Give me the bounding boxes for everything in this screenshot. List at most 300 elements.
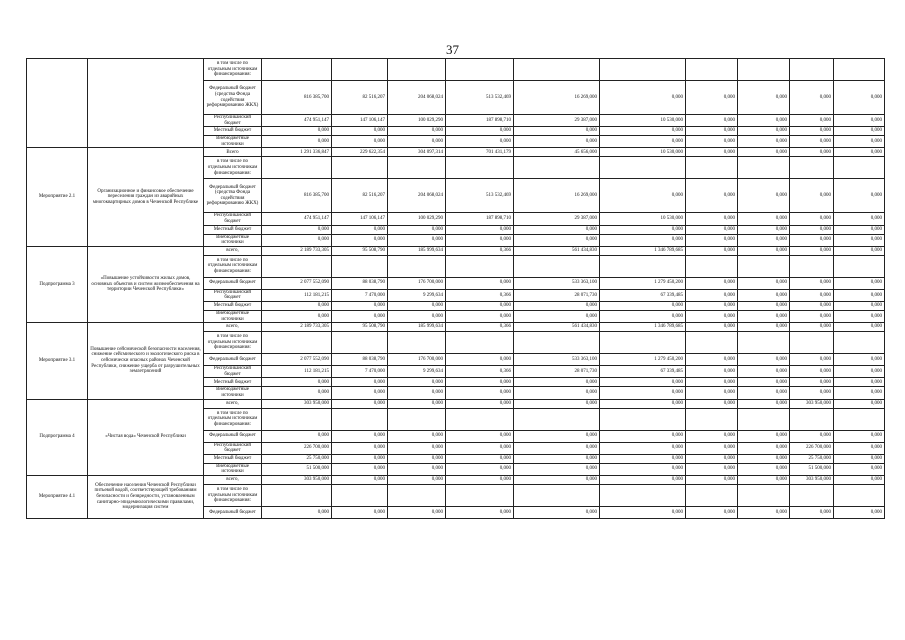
value-cell: 28 071,730 xyxy=(514,366,600,378)
value-cell: 0,000 xyxy=(790,354,834,366)
value-cell xyxy=(686,484,738,506)
value-cell xyxy=(686,255,738,277)
value-cell: 25 750,000 xyxy=(790,454,834,463)
value-cell: 0,000 xyxy=(600,179,686,213)
value-cell: 0,000 xyxy=(686,115,738,127)
value-cell xyxy=(790,408,834,430)
value-cell: 0,000 xyxy=(834,366,885,378)
value-cell xyxy=(514,332,600,354)
value-cell: 1 346 789,685 xyxy=(600,246,686,255)
value-cell: 0,000 xyxy=(446,310,514,322)
value-cell: 10 530,000 xyxy=(600,148,686,157)
funding-source: Федеральный бюджет xyxy=(204,506,262,518)
value-cell: 0,000 xyxy=(834,136,885,148)
value-cell xyxy=(262,59,332,81)
value-cell: 0,000 xyxy=(514,454,600,463)
funding-source: в том числе по отдельным источникам финансирования: xyxy=(204,408,262,430)
value-cell: 0,000 xyxy=(686,136,738,148)
value-cell xyxy=(600,484,686,506)
page-number: 37 xyxy=(446,42,459,57)
value-cell: 0,000 xyxy=(262,506,332,518)
funding-source: всего, xyxy=(204,323,262,332)
value-cell: 0,000 xyxy=(790,310,834,322)
value-cell: 229 622,354 xyxy=(332,148,388,157)
table-row xyxy=(27,246,885,255)
funding-source: в том числе по отдельным источникам финансирования: xyxy=(204,484,262,506)
value-cell: 10 530,000 xyxy=(600,115,686,127)
value-cell: 28 071,730 xyxy=(514,289,600,301)
funding-source: Внебюджетные источники xyxy=(204,387,262,399)
value-cell xyxy=(600,332,686,354)
table-row xyxy=(27,148,885,157)
value-cell: 0,000 xyxy=(388,301,446,310)
value-cell: 7 470,000 xyxy=(332,289,388,301)
value-cell: 0,000 xyxy=(388,463,446,475)
value-cell xyxy=(834,484,885,506)
value-cell: 16 269,000 xyxy=(514,81,600,115)
value-cell xyxy=(388,255,446,277)
value-cell: 112 181,215 xyxy=(262,289,332,301)
value-cell xyxy=(332,157,388,179)
value-cell: 0,000 xyxy=(738,179,790,213)
value-cell: 0,000 xyxy=(686,310,738,322)
group-description: Организационное и финансовое обеспечение переселения граждан из аварийных многоквартирных домов в Чеченской Республике xyxy=(88,148,204,246)
value-cell: 0,000 xyxy=(738,289,790,301)
value-cell xyxy=(262,408,332,430)
value-cell: 0,000 xyxy=(446,387,514,399)
value-cell: 0,000 xyxy=(332,310,388,322)
value-cell: 0,000 xyxy=(446,301,514,310)
value-cell: 0,000 xyxy=(388,310,446,322)
value-cell: 0,000 xyxy=(686,148,738,157)
value-cell: 0,000 xyxy=(834,387,885,399)
value-cell: 0,000 xyxy=(600,225,686,234)
value-cell: 185 999,634 xyxy=(388,323,446,332)
group-desc-cell xyxy=(88,59,204,148)
value-cell: 112 181,215 xyxy=(262,366,332,378)
group-label-cell xyxy=(27,59,88,148)
value-cell: 0,000 xyxy=(600,506,686,518)
value-cell xyxy=(262,332,332,354)
value-cell: 0,000 xyxy=(790,378,834,387)
value-cell: 0,000 xyxy=(262,378,332,387)
value-cell: 0,000 xyxy=(738,354,790,366)
value-cell: 204 068,024 xyxy=(388,179,446,213)
value-cell: 0,000 xyxy=(738,442,790,454)
value-cell: 0,000 xyxy=(332,136,388,148)
value-cell xyxy=(388,157,446,179)
value-cell: 0,000 xyxy=(514,127,600,136)
funding-source: Внебюджетные источники xyxy=(204,310,262,322)
value-cell: 533 363,100 xyxy=(514,354,600,366)
funding-source: Республиканский бюджет xyxy=(204,213,262,225)
table-row xyxy=(27,399,885,408)
funding-source: Местный бюджет xyxy=(204,454,262,463)
value-cell: 0,000 xyxy=(388,430,446,442)
value-cell: 0,000 xyxy=(790,115,834,127)
value-cell: 9 299,634 xyxy=(388,366,446,378)
value-cell xyxy=(446,59,514,81)
value-cell: 16 269,000 xyxy=(514,179,600,213)
value-cell: 0,000 xyxy=(686,399,738,408)
value-cell xyxy=(514,59,600,81)
group-description: Обеспечение населения Чеченской Республики питьевой водой, соответствующей требованиям безопасности и безвредности, установленным санитарно-эпидемиологическими правилами, модернизация систем xyxy=(88,475,204,518)
value-cell xyxy=(834,255,885,277)
value-cell: 0,000 xyxy=(388,475,446,484)
value-cell: 0,000 xyxy=(834,179,885,213)
value-cell: 816 385,700 xyxy=(262,179,332,213)
value-cell: 0,000 xyxy=(790,323,834,332)
value-cell: 0,000 xyxy=(738,463,790,475)
value-cell: 0,000 xyxy=(738,366,790,378)
value-cell: 0,000 xyxy=(738,246,790,255)
value-cell: 0,000 xyxy=(738,506,790,518)
group-description: «Повышение устойчивости жилых домов, основных объектов и систем жизнеобеспечения на территории Чеченской Республики» xyxy=(88,246,204,322)
value-cell: 0,000 xyxy=(686,354,738,366)
value-cell: 303 950,000 xyxy=(262,399,332,408)
funding-source: Всего xyxy=(204,148,262,157)
value-cell: 0,000 xyxy=(600,310,686,322)
value-cell: 0,000 xyxy=(790,246,834,255)
value-cell: 0,000 xyxy=(600,442,686,454)
value-cell xyxy=(446,157,514,179)
value-cell: 0,000 xyxy=(332,442,388,454)
value-cell: 0,000 xyxy=(834,378,885,387)
value-cell: 0,000 xyxy=(790,81,834,115)
value-cell: 0,000 xyxy=(514,442,600,454)
value-cell: 0,366 xyxy=(446,366,514,378)
value-cell xyxy=(600,157,686,179)
funding-source: Федеральный бюджет xyxy=(204,430,262,442)
value-cell xyxy=(514,255,600,277)
value-cell: 51 500,000 xyxy=(262,463,332,475)
funding-source: Республиканский бюджет xyxy=(204,115,262,127)
value-cell: 0,000 xyxy=(790,277,834,289)
value-cell: 0,000 xyxy=(834,506,885,518)
value-cell: 303 950,000 xyxy=(790,475,834,484)
value-cell: 0,000 xyxy=(262,310,332,322)
value-cell: 0,000 xyxy=(514,136,600,148)
value-cell: 561 434,830 xyxy=(514,323,600,332)
value-cell: 0,000 xyxy=(790,387,834,399)
value-cell xyxy=(514,157,600,179)
value-cell: 0,000 xyxy=(446,442,514,454)
value-cell: 0,000 xyxy=(388,442,446,454)
value-cell: 0,000 xyxy=(446,225,514,234)
value-cell xyxy=(446,408,514,430)
value-cell: 0,000 xyxy=(514,475,600,484)
value-cell: 0,000 xyxy=(388,378,446,387)
value-cell: 0,000 xyxy=(834,213,885,225)
table-row xyxy=(27,323,885,332)
value-cell: 0,000 xyxy=(262,127,332,136)
value-cell xyxy=(738,157,790,179)
value-cell: 67 339,485 xyxy=(600,366,686,378)
value-cell xyxy=(790,59,834,81)
value-cell: 0,000 xyxy=(790,289,834,301)
value-cell: 0,000 xyxy=(686,387,738,399)
value-cell: 88 038,790 xyxy=(332,354,388,366)
value-cell: 0,000 xyxy=(686,81,738,115)
value-cell xyxy=(686,408,738,430)
value-cell: 0,000 xyxy=(834,454,885,463)
value-cell: 0,000 xyxy=(738,454,790,463)
value-cell: 0,000 xyxy=(514,506,600,518)
group-label: Мероприятие 3.1 xyxy=(27,323,88,399)
value-cell xyxy=(738,255,790,277)
value-cell: 147 106,147 xyxy=(332,115,388,127)
value-cell: 226 700,000 xyxy=(790,442,834,454)
value-cell: 100 029,290 xyxy=(388,115,446,127)
value-cell: 0,000 xyxy=(332,234,388,246)
value-cell: 0,000 xyxy=(686,463,738,475)
value-cell: 0,000 xyxy=(388,454,446,463)
value-cell: 0,000 xyxy=(388,387,446,399)
table-row xyxy=(27,59,885,81)
value-cell: 0,000 xyxy=(600,387,686,399)
funding-source: Местный бюджет xyxy=(204,301,262,310)
value-cell xyxy=(332,59,388,81)
value-cell: 513 532,469 xyxy=(446,179,514,213)
value-cell xyxy=(790,484,834,506)
value-cell: 0,000 xyxy=(686,179,738,213)
funding-source: Республиканский бюджет xyxy=(204,366,262,378)
value-cell: 0,000 xyxy=(834,430,885,442)
group-description: Повышение сейсмической безопасности населения, снижение сейсмического и экологического риска в сейсмически опасных районах Чеченской Республики, снижение ущерба от разрушительных землетрясений xyxy=(88,323,204,399)
value-cell: 176 700,000 xyxy=(388,354,446,366)
value-cell xyxy=(790,332,834,354)
value-cell: 0,000 xyxy=(834,289,885,301)
value-cell: 0,000 xyxy=(600,378,686,387)
value-cell: 0,000 xyxy=(600,127,686,136)
value-cell: 0,000 xyxy=(686,289,738,301)
value-cell: 0,000 xyxy=(834,81,885,115)
value-cell xyxy=(332,255,388,277)
value-cell xyxy=(262,255,332,277)
value-cell: 561 434,830 xyxy=(514,246,600,255)
value-cell: 0,000 xyxy=(738,399,790,408)
value-cell: 0,000 xyxy=(738,475,790,484)
value-cell: 0,000 xyxy=(446,136,514,148)
group-description: «Чистая вода» Чеченской Республики xyxy=(88,399,204,475)
value-cell xyxy=(446,332,514,354)
value-cell: 29 387,000 xyxy=(514,213,600,225)
value-cell: 701 431,179 xyxy=(446,148,514,157)
value-cell: 0,000 xyxy=(738,387,790,399)
group-label: Подпрограмма 4 xyxy=(27,399,88,475)
value-cell: 304 097,314 xyxy=(388,148,446,157)
value-cell: 0,000 xyxy=(514,399,600,408)
value-cell: 0,000 xyxy=(686,323,738,332)
value-cell: 0,000 xyxy=(790,234,834,246)
value-cell: 25 750,000 xyxy=(262,454,332,463)
funding-source: Федеральный бюджет xyxy=(204,277,262,289)
value-cell: 0,000 xyxy=(514,225,600,234)
value-cell: 0,000 xyxy=(686,301,738,310)
value-cell: 0,000 xyxy=(686,454,738,463)
value-cell: 0,000 xyxy=(262,430,332,442)
value-cell: 0,000 xyxy=(686,506,738,518)
value-cell: 0,000 xyxy=(834,399,885,408)
value-cell: 0,000 xyxy=(388,506,446,518)
value-cell: 0,000 xyxy=(686,234,738,246)
value-cell: 533 363,100 xyxy=(514,277,600,289)
value-cell: 0,000 xyxy=(738,378,790,387)
value-cell: 45 656,000 xyxy=(514,148,600,157)
value-cell: 0,000 xyxy=(446,475,514,484)
value-cell: 0,000 xyxy=(834,277,885,289)
value-cell xyxy=(262,157,332,179)
value-cell: 187 898,710 xyxy=(446,115,514,127)
value-cell: 0,000 xyxy=(834,225,885,234)
value-cell: 2 189 733,305 xyxy=(262,246,332,255)
value-cell: 1 346 789,685 xyxy=(600,323,686,332)
value-cell: 816 385,700 xyxy=(262,81,332,115)
value-cell: 0,000 xyxy=(600,399,686,408)
value-cell: 0,000 xyxy=(446,277,514,289)
value-cell: 67 339,485 xyxy=(600,289,686,301)
value-cell: 0,366 xyxy=(446,246,514,255)
value-cell: 0,000 xyxy=(686,378,738,387)
value-cell: 0,000 xyxy=(332,301,388,310)
value-cell: 0,000 xyxy=(446,430,514,442)
value-cell: 0,000 xyxy=(262,234,332,246)
value-cell xyxy=(834,59,885,81)
value-cell: 0,000 xyxy=(514,234,600,246)
value-cell: 88 038,790 xyxy=(332,277,388,289)
value-cell: 0,000 xyxy=(738,81,790,115)
value-cell xyxy=(686,157,738,179)
value-cell: 0,000 xyxy=(514,301,600,310)
value-cell: 0,000 xyxy=(388,225,446,234)
value-cell: 0,000 xyxy=(790,225,834,234)
value-cell: 513 532,469 xyxy=(446,81,514,115)
value-cell: 0,000 xyxy=(332,454,388,463)
funding-source: всего, xyxy=(204,246,262,255)
value-cell: 0,000 xyxy=(262,225,332,234)
value-cell: 147 106,147 xyxy=(332,213,388,225)
value-cell xyxy=(738,332,790,354)
value-cell: 0,000 xyxy=(738,127,790,136)
value-cell: 0,000 xyxy=(686,430,738,442)
funding-source: Федеральный бюджет (средства Фонда содействия реформированию ЖКХ) xyxy=(204,81,262,115)
value-cell xyxy=(262,484,332,506)
value-cell: 0,000 xyxy=(332,225,388,234)
value-cell: 2 189 733,305 xyxy=(262,323,332,332)
value-cell: 0,000 xyxy=(332,506,388,518)
value-cell: 0,000 xyxy=(834,310,885,322)
value-cell: 0,000 xyxy=(600,430,686,442)
group-label: Подпрограмма 3 xyxy=(27,246,88,322)
funding-source: Местный бюджет xyxy=(204,378,262,387)
value-cell: 0,000 xyxy=(446,463,514,475)
value-cell: 0,000 xyxy=(446,454,514,463)
value-cell: 474 951,147 xyxy=(262,115,332,127)
value-cell: 0,000 xyxy=(332,378,388,387)
value-cell xyxy=(834,408,885,430)
value-cell: 0,000 xyxy=(514,378,600,387)
funding-source: Федеральный бюджет (средства Фонда содействия реформированию ЖКХ) xyxy=(204,179,262,213)
value-cell xyxy=(790,157,834,179)
value-cell xyxy=(332,332,388,354)
table-row xyxy=(27,475,885,484)
value-cell: 0,000 xyxy=(738,213,790,225)
value-cell xyxy=(738,59,790,81)
value-cell xyxy=(514,408,600,430)
value-cell: 0,000 xyxy=(446,127,514,136)
value-cell: 0,000 xyxy=(332,430,388,442)
value-cell: 0,000 xyxy=(834,234,885,246)
value-cell xyxy=(834,332,885,354)
value-cell: 0,000 xyxy=(790,366,834,378)
value-cell xyxy=(834,157,885,179)
value-cell: 0,000 xyxy=(514,310,600,322)
value-cell xyxy=(738,408,790,430)
value-cell: 29 387,000 xyxy=(514,115,600,127)
value-cell: 0,000 xyxy=(686,277,738,289)
value-cell: 0,000 xyxy=(600,301,686,310)
value-cell: 0,000 xyxy=(790,179,834,213)
group-label: Мероприятие 2.1 xyxy=(27,148,88,246)
funding-source: Республиканский бюджет xyxy=(204,442,262,454)
value-cell: 0,000 xyxy=(686,475,738,484)
value-cell: 0,000 xyxy=(738,323,790,332)
value-cell: 204 068,024 xyxy=(388,81,446,115)
value-cell xyxy=(600,408,686,430)
value-cell: 0,000 xyxy=(332,475,388,484)
value-cell: 9 299,634 xyxy=(388,289,446,301)
value-cell: 0,000 xyxy=(600,475,686,484)
value-cell: 0,000 xyxy=(834,475,885,484)
value-cell xyxy=(514,484,600,506)
value-cell: 0,000 xyxy=(790,430,834,442)
value-cell: 2 077 552,090 xyxy=(262,277,332,289)
funding-source: Местный бюджет xyxy=(204,225,262,234)
value-cell: 0,000 xyxy=(834,323,885,332)
value-cell: 0,000 xyxy=(600,234,686,246)
value-cell: 185 999,634 xyxy=(388,246,446,255)
value-cell: 0,000 xyxy=(446,234,514,246)
funding-source: в том числе по отдельным источникам финансирования: xyxy=(204,157,262,179)
value-cell: 0,000 xyxy=(600,463,686,475)
value-cell: 95 508,790 xyxy=(332,246,388,255)
value-cell: 0,000 xyxy=(514,430,600,442)
value-cell: 0,000 xyxy=(446,399,514,408)
value-cell: 176 700,000 xyxy=(388,277,446,289)
value-cell: 303 950,000 xyxy=(262,475,332,484)
value-cell xyxy=(388,484,446,506)
value-cell: 0,366 xyxy=(446,289,514,301)
value-cell: 0,000 xyxy=(738,136,790,148)
value-cell: 0,000 xyxy=(834,442,885,454)
value-cell xyxy=(332,408,388,430)
value-cell xyxy=(446,255,514,277)
value-cell: 0,000 xyxy=(790,213,834,225)
value-cell: 0,000 xyxy=(738,430,790,442)
value-cell: 0,000 xyxy=(388,399,446,408)
value-cell: 0,000 xyxy=(686,213,738,225)
value-cell xyxy=(388,332,446,354)
value-cell: 0,000 xyxy=(332,127,388,136)
value-cell xyxy=(332,484,388,506)
value-cell xyxy=(686,332,738,354)
value-cell: 0,000 xyxy=(514,387,600,399)
value-cell: 0,000 xyxy=(332,387,388,399)
value-cell: 0,000 xyxy=(686,127,738,136)
value-cell: 0,000 xyxy=(332,463,388,475)
value-cell: 303 950,000 xyxy=(790,399,834,408)
value-cell: 100 029,290 xyxy=(388,213,446,225)
